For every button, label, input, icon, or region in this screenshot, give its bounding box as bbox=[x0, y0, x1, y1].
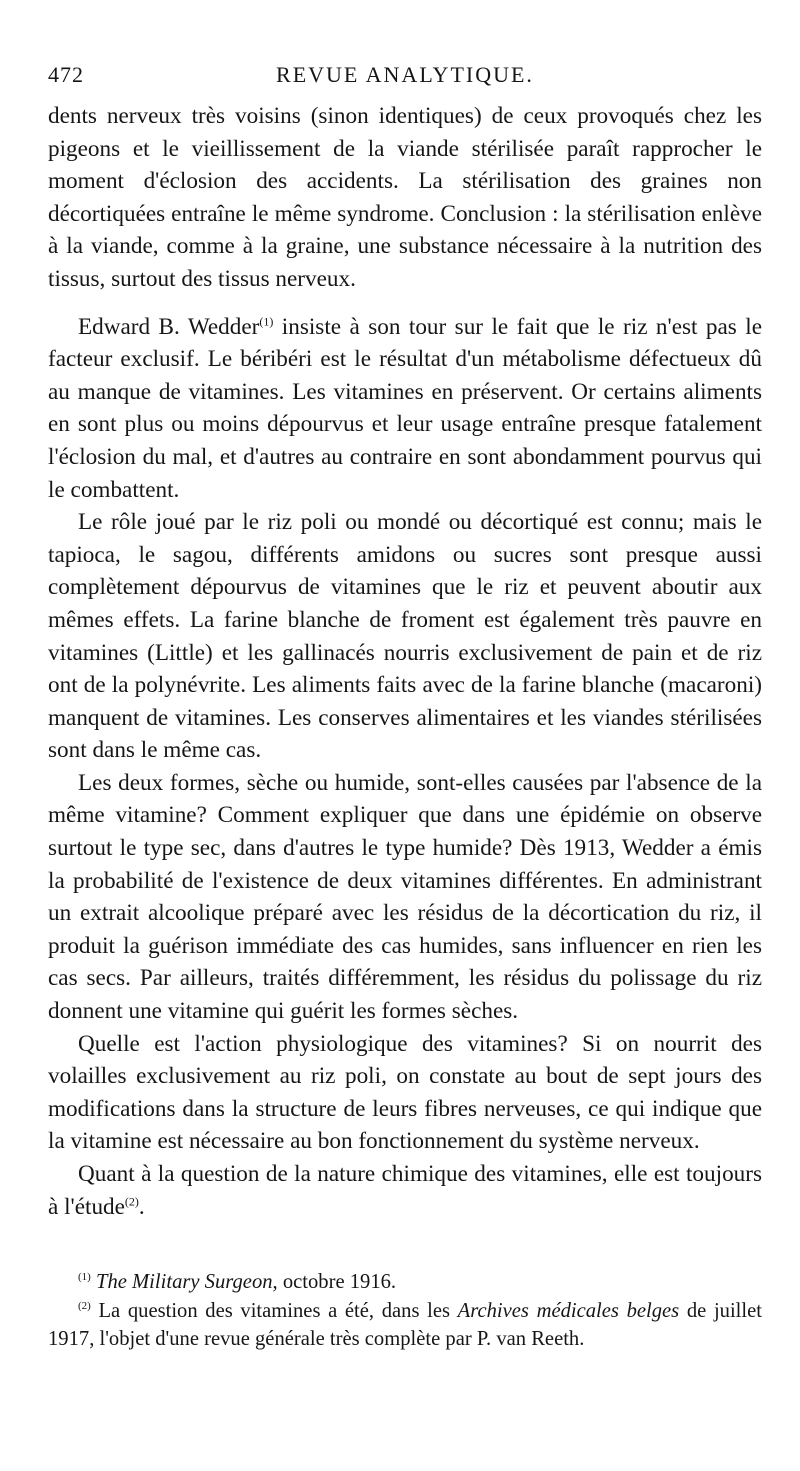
page-header bbox=[48, 62, 762, 92]
footnote-1-mark: (1) bbox=[78, 1271, 91, 1284]
paragraph-4: Les deux formes, sèche ou humide, sont-elles causées par l'absence de la même vitamine? Comment expliquer que dans une épidémie on observe surtout le type sec, dans d'autres le type humide? Dès 1913, Wedder a émis la probabilité de l'existence de deux vitamines différentes. En administrant un extrait alcoolique préparé avec les résidus de la décortication du riz, il produit la guérison immédiate des cas humides, sans influencer en rien les cas secs. Par ailleurs, traités différemment, les résidus du polissage du riz donnent une vitamine qui guérit les formes sèches. bbox=[48, 769, 762, 1025]
paragraph-1: dents nerveux très voisins (sinon identiques) de ceux provoqués chez les pigeons et le vieillissement de la viande stérilisée paraît rapprocher le moment d'éclosion des accidents. La stérilisation des graines non décortiquées entraîne le même syndrome. Conclusion : la stérilisation enlève à la viande, comme à la graine, une substance nécessaire à la nutrition des tissus, surtout des tissus nerveux. bbox=[48, 103, 762, 292]
footnote-2-title: Archives médicales belges bbox=[457, 1299, 680, 1322]
paragraph-3: Le rôle joué par le riz poli ou mondé ou décortiqué est connu; mais le tapioca, le sagou, différents amidons ou sucres sont presque aussi complètement dépourvus de vitamines que le riz et peuvent aboutir aux mêmes effets. La farine blanche de froment est également très pauvre en vitamines (Little) et les gallinacés nourris exclusivement de pain et de riz ont de la polynévrite. Les aliments faits avec de la farine blanche (macaroni) manquent de vitamines. Les conserves alimentaires et les viandes stérilisées sont dans le même cas. bbox=[48, 509, 762, 764]
paragraph-6-end: . bbox=[138, 1193, 145, 1220]
footnotes bbox=[48, 1268, 762, 1354]
footnote-ref-2[interactable]: (2) bbox=[124, 1193, 139, 1208]
footnote-1-rest: , octobre 1916. bbox=[272, 1271, 397, 1293]
running-title: REVUE ANALYTIQUE. bbox=[276, 62, 534, 87]
footnote-1-title: The Military Surgeon bbox=[95, 1271, 273, 1293]
page-number: 472 bbox=[48, 62, 84, 87]
paragraph-2-end: insiste à son tour sur le fait que le riz n'est pas le facteur exclusif. Le béribéri est le résultat d'un métabolisme défectueux dû au manque de vitamines. Les vitamines en préservent. Or certains aliments en sont plus ou moins dépourvus et leur usage entraîne presque fatalement l'éclosion du mal, et d'autres au contraire en sont abondamment pourvus qui le combattent. bbox=[48, 313, 762, 503]
paragraph-6 bbox=[48, 1158, 762, 1223]
footnote-2-start: La question des vitamines a été, dans les bbox=[90, 1299, 458, 1322]
paragraph-2-start: Edward B. Wedder bbox=[78, 313, 260, 340]
footnote-2 bbox=[48, 1297, 762, 1354]
footnote-2-end: de juillet 1917, l'objet d'une revue générale très complète par P. van Reeth. bbox=[48, 1299, 762, 1350]
paragraph-5: Quelle est l'action physiologique des vitamines? Si on nourrit des volailles exclusivement au riz poli, on constate au bout de sept jours des modifications dans la structure de leurs fibres nerveuses, ce qui indique que la vitamine est nécessaire au bon fonctionnement du système nerveux. bbox=[48, 1030, 762, 1155]
paragraph-2 bbox=[48, 311, 762, 507]
paragraph-6-start: Quant à la question de la nature chimique des vitamines, elle est toujours à l'étude bbox=[48, 1161, 762, 1220]
footnote-ref-1[interactable]: (1) bbox=[259, 313, 274, 328]
footnote-1 bbox=[48, 1268, 762, 1297]
body-text bbox=[48, 100, 762, 1223]
footnote-2-mark: (2) bbox=[78, 1299, 91, 1312]
